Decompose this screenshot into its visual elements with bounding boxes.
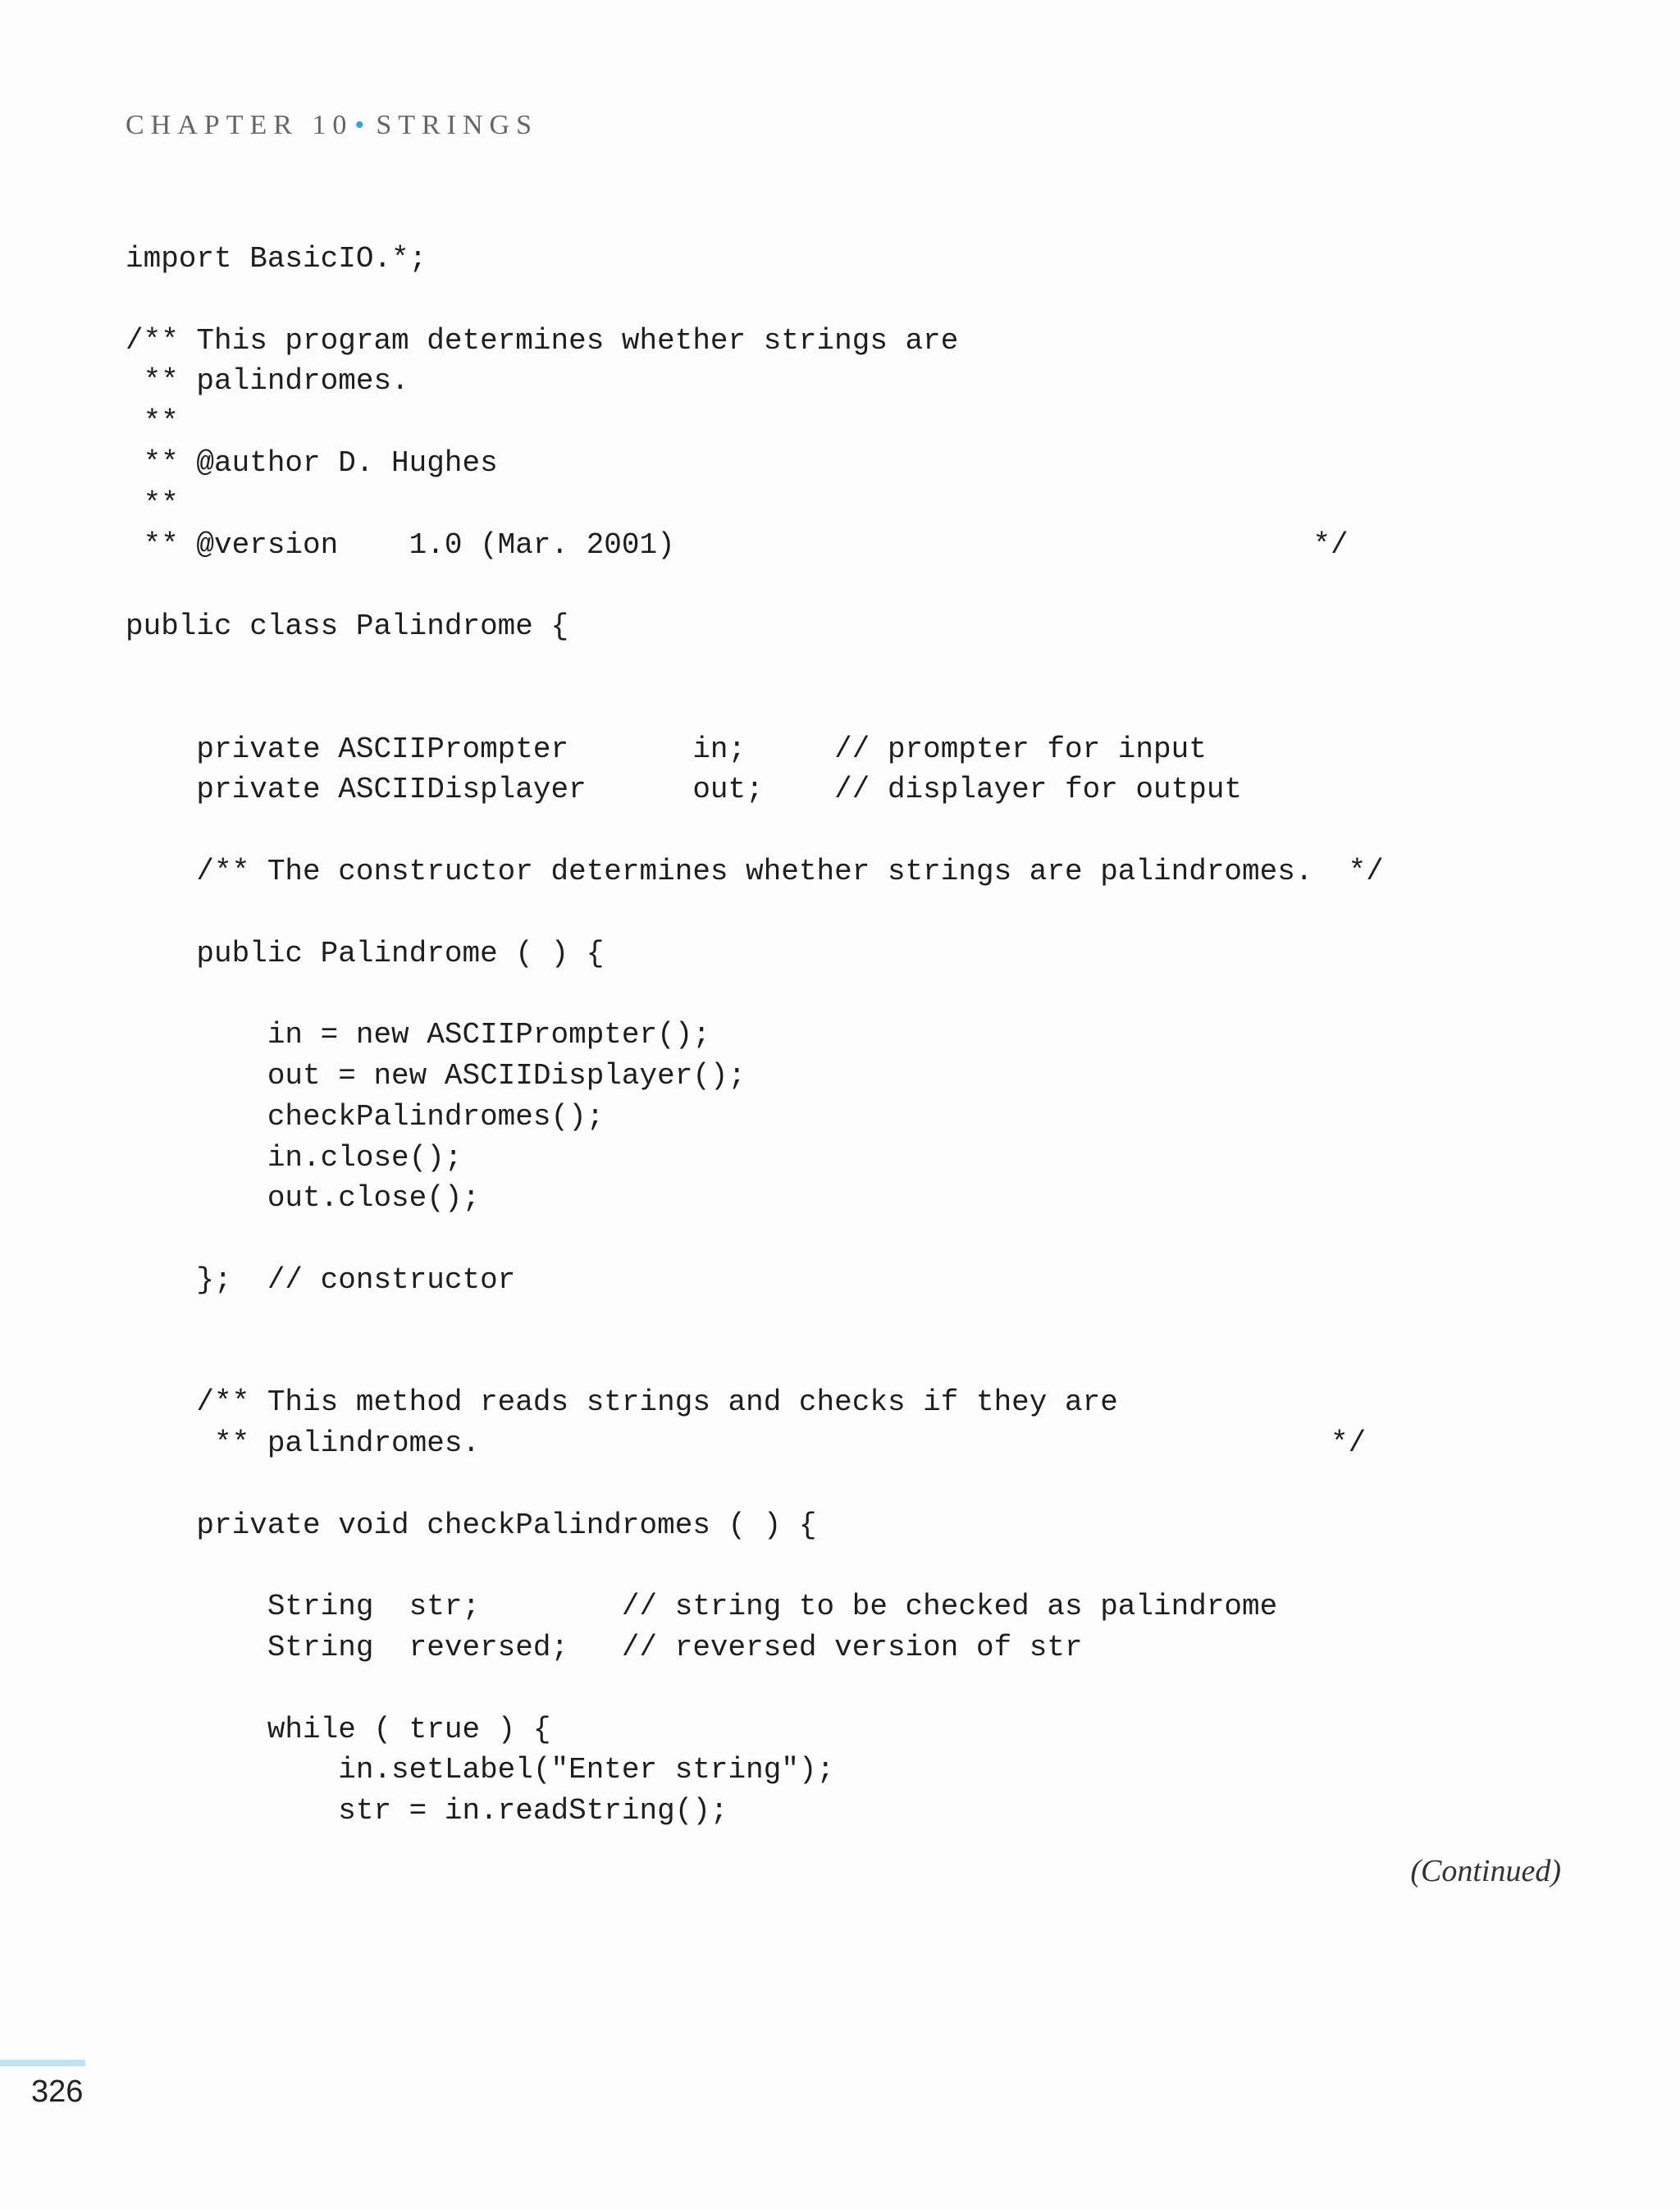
code-line: ** palindromes. [126, 364, 409, 399]
page-number-rule [0, 2060, 85, 2066]
code-line: while ( true ) { [126, 1712, 551, 1746]
code-line: import BasicIO.*; [126, 242, 427, 276]
code-line: }; // constructor [126, 1262, 516, 1297]
running-head [126, 112, 538, 139]
code-line [126, 688, 1384, 729]
chapter-label: CHAPTER 10 [126, 110, 354, 140]
code-line: String str; // string to be checked as palindrome [126, 1590, 1278, 1624]
code-line [126, 1342, 1384, 1383]
code-line: /** The constructor determines whether strings are palindromes. */ [126, 854, 1384, 888]
code-line: private ASCIIDisplayer out; // displayer for output [126, 773, 1243, 807]
code-line: public class Palindrome { [126, 609, 569, 644]
code-line: checkPalindromes(); [126, 1099, 605, 1134]
code-line [126, 1668, 1384, 1709]
code-line [126, 565, 1384, 606]
header-bullet: • [354, 110, 365, 140]
code-line: /** This method reads strings and checks if they are [126, 1385, 1118, 1420]
code-line: private ASCIIPrompter in; // prompter for input [126, 732, 1207, 766]
code-line: in.close(); [126, 1140, 463, 1175]
section-label: STRINGS [376, 110, 539, 140]
code-listing [126, 239, 1384, 1832]
code-line: str = in.readString(); [126, 1794, 728, 1828]
code-line [126, 1219, 1384, 1260]
code-line [126, 1464, 1384, 1505]
code-line: /** This program determines whether strings are [126, 323, 959, 358]
code-line [126, 810, 1384, 851]
code-line: private void checkPalindromes ( ) { [126, 1508, 817, 1542]
continued-label: (Continued) [1410, 1854, 1561, 1888]
code-line [126, 280, 1384, 321]
code-line: in = new ASCIIPrompter(); [126, 1018, 710, 1052]
code-line: ** @version 1.0 (Mar. 2001) */ [126, 527, 1349, 562]
code-line: ** [126, 486, 179, 521]
code-line [126, 892, 1384, 933]
code-line: out = new ASCIIDisplayer(); [126, 1058, 746, 1093]
code-line [126, 974, 1384, 1015]
code-line: out.close(); [126, 1181, 481, 1216]
code-line: in.setLabel("Enter string"); [126, 1753, 835, 1787]
page-number: 326 [31, 2074, 84, 2109]
code-line: ** palindromes. */ [126, 1426, 1367, 1461]
code-line: String reversed; // reversed version of str [126, 1631, 1083, 1665]
code-line: ** [126, 405, 179, 440]
code-line [126, 1301, 1384, 1342]
code-line: public Palindrome ( ) { [126, 936, 605, 970]
code-line [126, 647, 1384, 688]
code-line: ** @author D. Hughes [126, 445, 498, 480]
code-line [126, 1546, 1384, 1587]
